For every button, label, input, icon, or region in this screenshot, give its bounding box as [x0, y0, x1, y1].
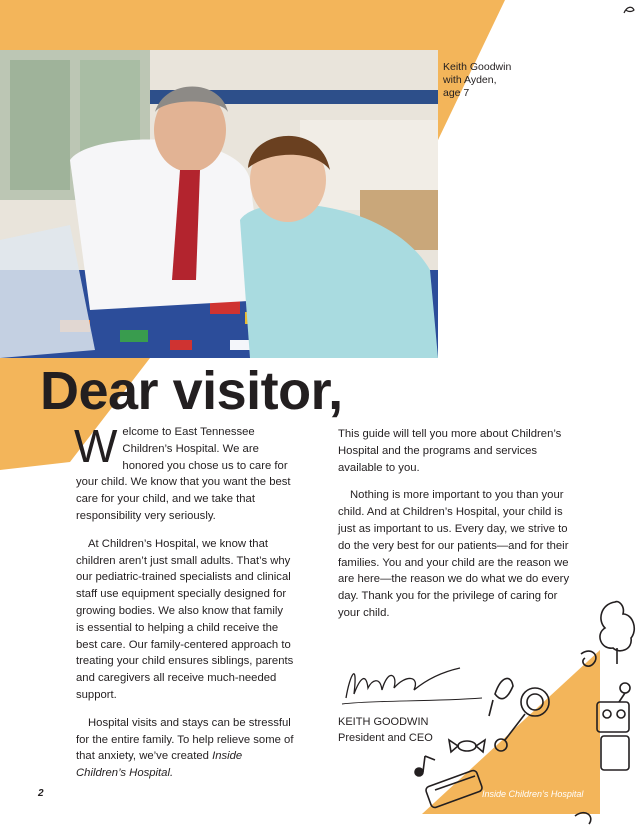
page-number: 2: [38, 788, 44, 799]
publication-title-inline: Inside Children’s Hospital.: [76, 750, 243, 780]
signer-name: KEITH GOODWIN: [338, 716, 429, 728]
headline: Dear visitor,: [40, 361, 343, 421]
letter-paragraph-text: elcome to East Tennessee Children’s Hospital. We are honored you chose us to care for your child. We know that you want the best care for your child, and we take that responsibility very seriously.: [76, 426, 291, 522]
caption-line: Keith Goodwin: [443, 61, 512, 73]
caption-line: with Ayden,: [443, 74, 497, 86]
caption-line: age 7: [443, 87, 470, 99]
tree-doodle-icon: [600, 602, 634, 664]
letter-left-column: [74, 420, 294, 793]
letter-paragraph: This guide will tell you more about Children’s Hospital and the programs and services available to you.: [338, 428, 562, 474]
letter-paragraph: [74, 420, 294, 525]
letter-paragraph: [76, 715, 294, 782]
feather-doodle-icon: [489, 678, 513, 716]
bottle-doodle-icon: [425, 769, 483, 808]
rattle-doodle-icon: [495, 688, 549, 751]
music-note-doodle-icon: [415, 756, 435, 776]
corner-swirl-icon: [622, 4, 636, 16]
photo-caption: [443, 61, 553, 100]
publication-footer: Inside Children’s Hospital: [482, 789, 584, 799]
candy-doodle-icon: [449, 740, 485, 752]
letter-paragraph: At Children’s Hospital, we know that children aren’t just small adults. That’s why our pediatric-trained specialists and clinical staff use equipment specially designed for growing bodies. We also know that family is essential to helping a child receive the best care. Our family-centered approach to treating your child ensures siblings, parents and caregivers all receive much-needed support.: [76, 537, 294, 701]
robot-doodle-icon: [597, 683, 630, 770]
signer-title: President and CEO: [338, 732, 433, 744]
letter-paragraph-text: Hospital visits and stays can be stressful for the entire family. To help relieve some of that anxiety, we’ve created: [76, 716, 294, 763]
hero-photo: [0, 50, 438, 358]
letter-paragraph: Nothing is more important to you than your child. And at Children’s Hospital, your child is just as important to us. Every day, we strive to do the very best for our patients—and for their families. You and your child are the reason we are here—the reason we do what we do every day. Thank you for the privilege of caring for your child.: [338, 489, 570, 619]
drop-cap: W: [74, 420, 118, 472]
